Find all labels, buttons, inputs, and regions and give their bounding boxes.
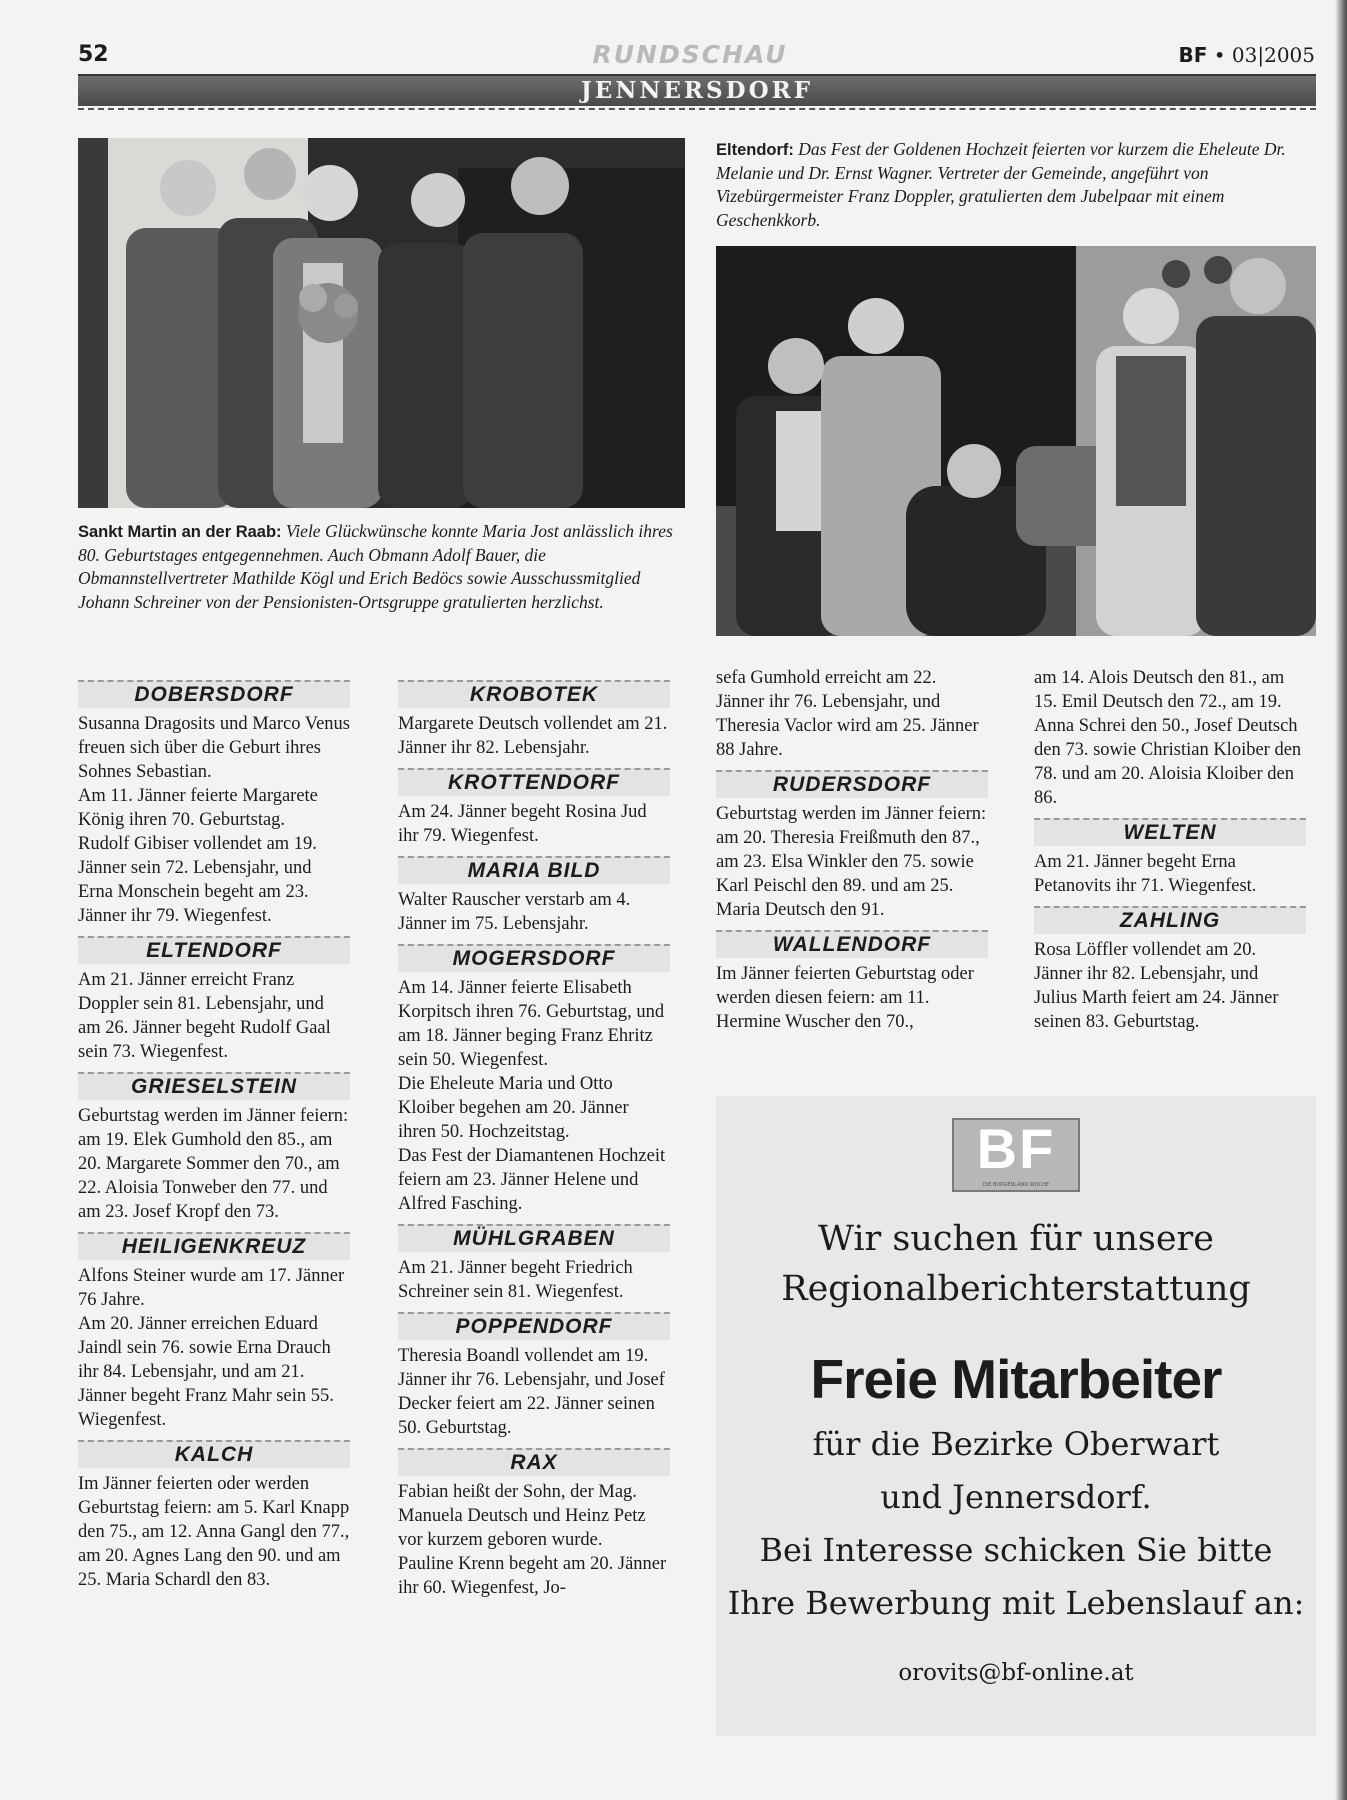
- section-text: Im Jänner feierten oder werden Geburtstag feiern: am 5. Karl Knapp den 75., am 12. Anna Gangl den 77., am 20. Agnes Lang den 90. und am 25. Maria Schardl den 83.: [78, 1474, 350, 1590]
- photo-eltendorf: [716, 246, 1316, 636]
- section-text: Am 21. Jänner erreicht Franz Doppler sein 81. Lebensjahr, und am 26. Jänner begeht Rudolf Gaal sein 73. Wiegenfest.: [78, 970, 331, 1062]
- section-text: Geburtstag werden im Jänner feiern: am 20. Theresia Freißmuth den 87., am 23. Elsa Winkler den 75. sowie Karl Peischl den 89. und am 25. Maria Deutsch den 91.: [716, 804, 987, 920]
- section-mogersdorf: [398, 944, 670, 1216]
- caption-sankt-martin: [78, 520, 685, 614]
- section-heading: POPPENDORF: [398, 1312, 670, 1340]
- section-text: Theresia Boandl vollendet am 19. Jänner ihr 76. Lebensjahr, und Josef Decker feiert am 22. Jänner seinen 50. Geburtstag.: [398, 1346, 665, 1438]
- section-text: Das Fest der Diamantenen Hochzeit feiern am 23. Jänner Helene und Alfred Fasching.: [398, 1146, 666, 1214]
- section-heading: KROTTENDORF: [398, 768, 670, 796]
- ad-line: Bei Interesse schicken Sie bitte: [759, 1531, 1273, 1569]
- caption-eltendorf: [716, 138, 1316, 232]
- section-zahling: [1034, 906, 1306, 1034]
- section-heading: WELTEN: [1034, 818, 1306, 846]
- section-text: Am 20. Jänner erreichen Eduard Jaindl sein 76. sowie Erna Drauch ihr 84. Lebensjahr, und am 21. Jänner begeht Franz Mahr sein 55. Wiegenfest.: [78, 1314, 334, 1430]
- section-heading: KALCH: [78, 1440, 350, 1468]
- section-heading: KROBOTEK: [398, 680, 670, 708]
- section-text: Alfons Steiner wurde am 17. Jänner 76 Jahre.: [78, 1266, 345, 1310]
- section-text: Geburtstag werden im Jänner feiern: am 19. Elek Gumhold den 85., am 20. Margarete Sommer den 70., am 22. Aloisia Tonweber den 77. und am 23. Josef Kropf den 73.: [78, 1106, 349, 1222]
- section-welten: [1034, 818, 1306, 898]
- section-text: Fabian heißt der Sohn, der Mag. Manuela Deutsch und Heinz Petz vor kurzem geboren wurde.: [398, 1482, 646, 1550]
- column-3: [716, 666, 988, 1034]
- section-poppendorf: [398, 1312, 670, 1440]
- ad-line: Ihre Bewerbung mit Lebenslauf an:: [727, 1584, 1305, 1622]
- section-heading: HEILIGENKREUZ: [78, 1232, 350, 1260]
- caption-place: Sankt Martin an der Raab:: [78, 523, 282, 541]
- section-muehlgraben: [398, 1224, 670, 1304]
- section-grieselstein: [78, 1072, 350, 1224]
- section-text: Am 24. Jänner begeht Rosina Jud ihr 79. Wiegenfest.: [398, 802, 647, 846]
- section-heiligenkreuz: [78, 1232, 350, 1432]
- section-heading: RUDERSDORF: [716, 770, 988, 798]
- section-text: Im Jänner feierten Geburtstag oder werden diesen feiern: am 11. Hermine Wuscher den 70.,: [716, 964, 974, 1032]
- caption-place: Eltendorf:: [716, 141, 794, 159]
- ad-line: Regionalberichterstattung: [781, 1269, 1251, 1309]
- section-wallendorf: [716, 930, 988, 1034]
- section-eltendorf: [78, 936, 350, 1064]
- section-rax: [398, 1448, 670, 1600]
- section-heading: WALLENDORF: [716, 930, 988, 958]
- section-text: Am 21. Jänner begeht Friedrich Schreiner sein 81. Wiegenfest.: [398, 1258, 633, 1302]
- ad-line: Wir suchen für unsere: [818, 1219, 1214, 1259]
- issue-label: [1178, 43, 1315, 67]
- header-divider: [78, 108, 1316, 110]
- issue-separator: •: [1213, 43, 1226, 67]
- ad-headline: Freie Mitarbeiter: [810, 1348, 1222, 1410]
- section-krottendorf: [398, 768, 670, 848]
- page-number: 52: [78, 42, 109, 67]
- section-heading: GRIESELSTEIN: [78, 1072, 350, 1100]
- caption-text: Viele Glückwünsche konnte Maria Jost anlässlich ihres 80. Geburtstages entgegennehmen. Auch Obmann Adolf Bauer, die Obmannstellvertreter Mathilde Kögl und Erich Bedöcs sowie Ausschussmitglied Johann Schreiner von der Pensionisten-Ortsgruppe gratulierten herzlichst.: [78, 521, 673, 612]
- section-text: Die Eheleute Maria und Otto Kloiber begehen am 20. Jänner ihren 50. Hochzeitstag.: [398, 1074, 629, 1142]
- ad-email[interactable]: orovits@bf-online.at: [898, 1660, 1134, 1686]
- photo-sankt-martin: [78, 138, 685, 508]
- section-text: Am 21. Jänner begeht Erna Petanovits ihr 71. Wiegenfest.: [1034, 852, 1257, 896]
- caption-text: Das Fest der Goldenen Hochzeit feierten vor kurzem die Eheleute Dr. Melanie und Dr. Ernst Wagner. Vertreter der Gemeinde, angeführt von Vizebürgermeister Franz Doppler, gratulierten dem Jubelpaar mit einem Geschenkkorb.: [716, 139, 1286, 230]
- issue-brand: BF: [1178, 43, 1208, 67]
- section-text: Am 14. Jänner feierte Elisabeth Korpitsch ihren 76. Geburtstag, und am 18. Jänner beging Franz Ehritz sein 50. Wiegenfest.: [398, 978, 665, 1070]
- section-heading: ELTENDORF: [78, 936, 350, 964]
- section-heading: DOBERSDORF: [78, 680, 350, 708]
- ad-intro: [716, 1214, 1316, 1314]
- section-heading: MARIA BILD: [398, 856, 670, 884]
- section-text: Rosa Löffler vollendet am 20. Jänner ihr 82. Lebensjahr, und Julius Marth feiert am 24. Jänner seinen 83. Geburtstag.: [1034, 940, 1279, 1032]
- section-krobotek: [398, 680, 670, 760]
- section-rudersdorf: [716, 770, 988, 922]
- ad-line: und Jennersdorf.: [880, 1478, 1152, 1516]
- region-title: JENNERSDORF: [580, 77, 814, 104]
- section-title: RUNDSCHAU: [592, 40, 788, 69]
- section-text: Margarete Deutsch vollendet am 21. Jänner ihr 82. Lebensjahr.: [398, 714, 668, 758]
- region-bar: [78, 74, 1316, 106]
- section-text: Am 11. Jänner feierte Margarete König ihren 70. Geburtstag.: [78, 786, 318, 830]
- ad-body: [716, 1418, 1316, 1630]
- logo-tagline: DIE BURGENLAND WOCHE: [982, 1182, 1050, 1188]
- section-dobersdorf: [78, 680, 350, 928]
- page-edge-shadow: [1335, 0, 1347, 1800]
- section-kalch: [78, 1440, 350, 1592]
- logo-text: BF: [976, 1117, 1056, 1180]
- column-1: [78, 672, 350, 1592]
- job-advertisement: [716, 1096, 1316, 1736]
- section-heading: ZAHLING: [1034, 906, 1306, 934]
- bf-logo: [952, 1118, 1080, 1192]
- section-heading: MÜHLGRABEN: [398, 1224, 670, 1252]
- column-2: [398, 672, 670, 1600]
- section-text: Pauline Krenn begeht am 20. Jänner ihr 60. Wiegenfest, Jo-: [398, 1554, 667, 1598]
- ad-line: für die Bezirke Oberwart: [812, 1425, 1220, 1463]
- section-text: Susanna Dragosits und Marco Venus freuen sich über die Geburt ihres Sohnes Sebastian.: [78, 714, 350, 782]
- issue-date: 03|2005: [1231, 43, 1315, 67]
- section-text: Rudolf Gibiser vollendet am 19. Jänner sein 72. Lebensjahr, und Erna Monschein begeht am 23. Jänner ihr 79. Wiegenfest.: [78, 834, 317, 926]
- section-maria-bild: [398, 856, 670, 936]
- section-text: Walter Rauscher verstarb am 4. Jänner im 75. Lebensjahr.: [398, 890, 631, 934]
- section-text: sefa Gumhold erreicht am 22. Jänner ihr 76. Lebensjahr, und Theresia Vaclor wird am 25. Jänner 88 Jahre.: [716, 668, 979, 760]
- column-4: [1034, 666, 1306, 1034]
- section-heading: RAX: [398, 1448, 670, 1476]
- section-text: am 14. Alois Deutsch den 81., am 15. Emil Deutsch den 72., am 19. Anna Schrei den 50., Josef Deutsch den 73. sowie Christian Kloiber den 78. und am 20. Aloisia Kloiber den 86.: [1034, 668, 1302, 808]
- section-heading: MOGERSDORF: [398, 944, 670, 972]
